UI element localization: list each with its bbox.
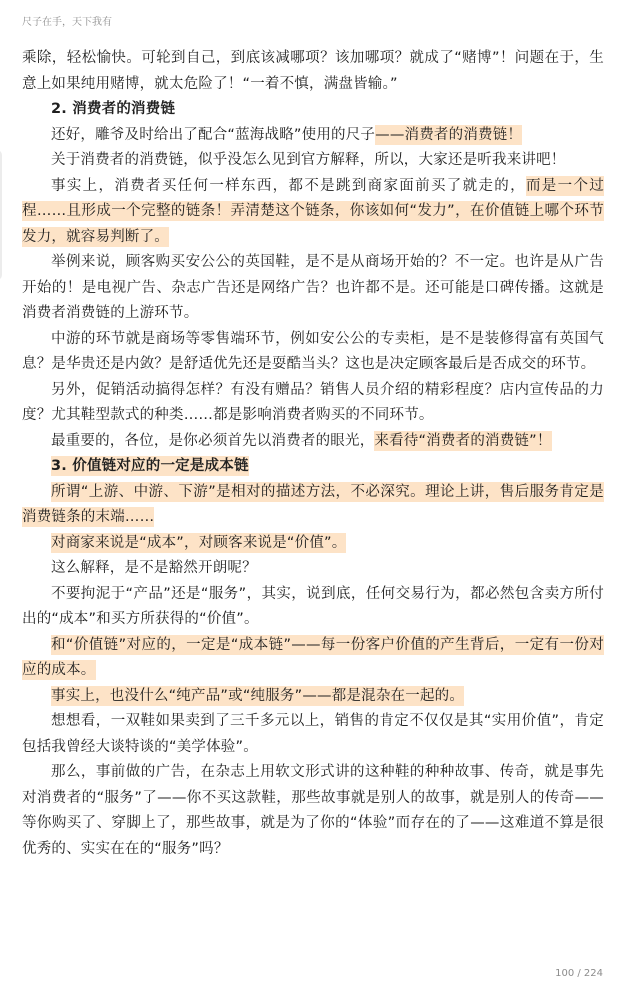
paragraph (22, 684, 604, 710)
highlighted-text[interactable]: 来看待“消费者的消费链”！ (374, 432, 552, 449)
highlighted-text[interactable]: 和“价值链”对应的，一定是“成本链”——每一份客户价值的产生背后，一定有一份对应的成本。 (22, 636, 604, 678)
paragraph: 乘除，轻松愉快。可轮到自己，到底该减哪项？该加哪项？就成了“赌博”！问题在于，生意上如果纯用赌博，就太危险了！“一着不慎，满盘皆输。” (22, 50, 604, 92)
paragraph (22, 633, 604, 684)
paragraph: 另外，促销活动搞得怎样？有没有赠品？销售人员介绍的精彩程度？店内宣传品的力度？尤其鞋型款式的种类……都是影响消费者购买的不同环节。 (22, 381, 604, 423)
paragraph-text: 事实上，消费者买任何一样东西，都不是跳到商家面前买了就走的， (51, 177, 526, 194)
paragraph (22, 429, 604, 455)
highlighted-text[interactable]: 所谓“上游、中游、下游”是相对的描述方法，不必深究。理论上讲，售后服务肯定是消费链条的末端…… (22, 483, 604, 525)
page-indicator: 100 / 224 (555, 968, 603, 979)
paragraph: 关于消费者的消费链，似乎没怎么见到官方解释，所以，大家还是听我来讲吧！ (51, 152, 566, 168)
paragraph (22, 531, 604, 557)
paragraph-text: 还好，雕爷及时给出了配合“蓝海战略”使用的尺子 (51, 126, 376, 143)
reading-page-content (22, 46, 604, 862)
paragraph (22, 123, 604, 149)
book-title: 尺子在手，天下我有 (22, 17, 112, 28)
paragraph (22, 174, 604, 251)
highlighted-text[interactable]: 事实上，也没什么“纯产品”或“纯服务”——都是混杂在一起的。 (51, 687, 465, 704)
paragraph: 那么，事前做的广告，在杂志上用软文形式讲的这种鞋的种种故事、传奇，就是事先对消费者的“服务”了——你不买这款鞋，那些故事就是别人的故事，就是别人的传奇——等你购买了、穿脚上了，那些故事，就是为了你的“体验”而存在的了——这难道不算是很优秀的、实实在在的“服务”吗？ (22, 764, 604, 857)
paragraph: 不要拘泥于“产品”还是“服务”，其实，说到底，任何交易行为，都必然包含卖方所付出的“成本”和买方所获得的“价值”。 (22, 585, 604, 627)
paragraph: 这么解释，是不是豁然开朗呢？ (51, 560, 257, 576)
highlighted-text[interactable]: 对商家来说是“成本”，对顾客来说是“价值”。 (51, 534, 347, 551)
highlighted-text[interactable]: 3. 价值链对应的一定是成本链 (51, 458, 249, 474)
paragraph: 想想看，一双鞋如果卖到了三千多元以上，销售的肯定不仅仅是其“实用价值”，肯定包括我曾经大谈特谈的“美学体验”。 (22, 713, 604, 755)
paragraph: 中游的环节就是商场等零售端环节，例如安公公的专卖柜，是不是装修得富有英国气息？是华贵还是内敛？是舒适优先还是耍酷当头？这也是决定顾客最后是否成交的环节。 (22, 330, 604, 372)
paragraph (22, 480, 604, 531)
section-heading: 2. 消费者的消费链 (51, 101, 176, 117)
paragraph-text: 最重要的，各位，是你必须首先以消费者的眼光， (51, 432, 375, 449)
highlighted-text[interactable]: ——消费者的消费链！ (375, 126, 523, 143)
side-drawer-handle[interactable] (0, 150, 2, 280)
section-heading (22, 454, 604, 480)
paragraph: 举例来说，顾客购买安公公的英国鞋，是不是从商场开始的？不一定。也许是从广告开始的！是电视广告、杂志广告还是网络广告？也许都不是。还可能是口碑传播。这就是消费者消费链的上游环节。 (22, 254, 604, 321)
highlighted-text[interactable]: 而是一个过程……且形成一个完整的链条！弄清楚这个链条，你该如何“发力”，在价值链上哪个环节发力，就容易判断了。 (22, 177, 604, 245)
